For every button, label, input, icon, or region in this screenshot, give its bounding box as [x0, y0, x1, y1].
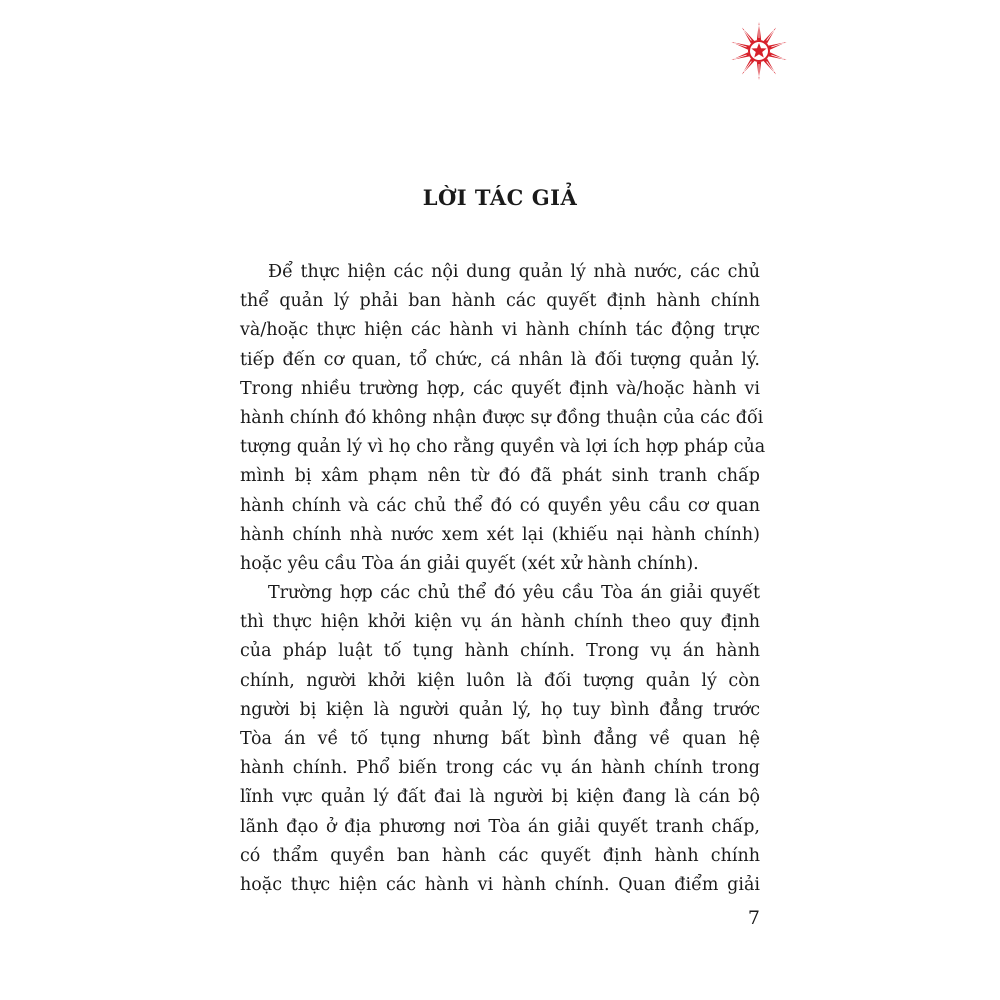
text-line: người bị kiện là người quản lý, họ tuy bình đẳng trước	[240, 699, 760, 720]
text-line: tiếp đến cơ quan, tổ chức, cá nhân là đối tượng quản lý.	[240, 349, 760, 370]
text-line: hoặc yêu cầu Tòa án giải quyết (xét xử hành chính).	[240, 553, 699, 574]
logo-ray	[731, 42, 749, 50]
logo-ray	[731, 52, 749, 60]
text-line: thì thực hiện khởi kiện vụ án hành chính theo quy định	[240, 612, 760, 633]
text-line: hoặc thực hiện các hành vi hành chính. Quan điểm giải	[240, 874, 760, 895]
text-line: chính, người khởi kiện luôn là đối tượng quản lý còn	[240, 670, 760, 691]
text-line: của pháp luật tố tụng hành chính. Trong vụ án hành	[240, 641, 760, 662]
text-line: hành chính và các chủ thể đó có quyền yêu cầu cơ quan	[240, 495, 760, 516]
paragraph-2	[240, 579, 760, 900]
text-line: Trong nhiều trường hợp, các quyết định và/hoặc hành vi	[240, 378, 760, 399]
paragraph-1	[240, 258, 766, 579]
text-line: tượng quản lý vì họ cho rằng quyền và lợi ích hợp pháp của	[240, 437, 766, 458]
text-line: có thẩm quyền ban hành các quyết định hành chính	[240, 845, 760, 866]
text-line: và/hoặc thực hiện các hành vi hành chính tác động trực	[240, 320, 760, 341]
logo-stripe	[744, 62, 752, 73]
logo-stripe	[767, 62, 775, 73]
text-line: hành chính nhà nước xem xét lại (khiếu nại hành chính)	[240, 524, 760, 545]
logo-stripe	[744, 30, 752, 41]
text-line: lãnh đạo ở địa phương nơi Tòa án giải quyết tranh chấp,	[240, 816, 760, 837]
text-line: hành chính. Phổ biến trong các vụ án hành chính trong	[240, 758, 760, 779]
logo-ray	[769, 52, 787, 60]
text-line: Tòa án về tố tụng nhưng bất bình đẳng về quan hệ	[240, 729, 760, 749]
text-line: mình bị xâm phạm nên từ đó đã phát sinh tranh chấp	[240, 466, 760, 487]
text-line: lĩnh vực quản lý đất đai là người bị kiện đang là cán bộ	[240, 787, 760, 808]
page-number: 7	[747, 907, 760, 929]
text-line: Để thực hiện các nội dung quản lý nhà nước, các chủ	[268, 262, 760, 282]
text-line: Trường hợp các chủ thể đó yêu cầu Tòa án giải quyết	[268, 583, 760, 604]
logo-ray	[769, 42, 787, 50]
text-line: thể quản lý phải ban hành các quyết định hành chính	[240, 291, 760, 312]
body-text	[240, 258, 766, 900]
logo-stripe	[767, 30, 775, 41]
text-line: hành chính đó không nhận được sự đồng thuận của các đối	[240, 407, 764, 428]
page-title: LỜI TÁC GIẢ	[422, 185, 578, 210]
publisher-logo-icon	[728, 20, 790, 82]
